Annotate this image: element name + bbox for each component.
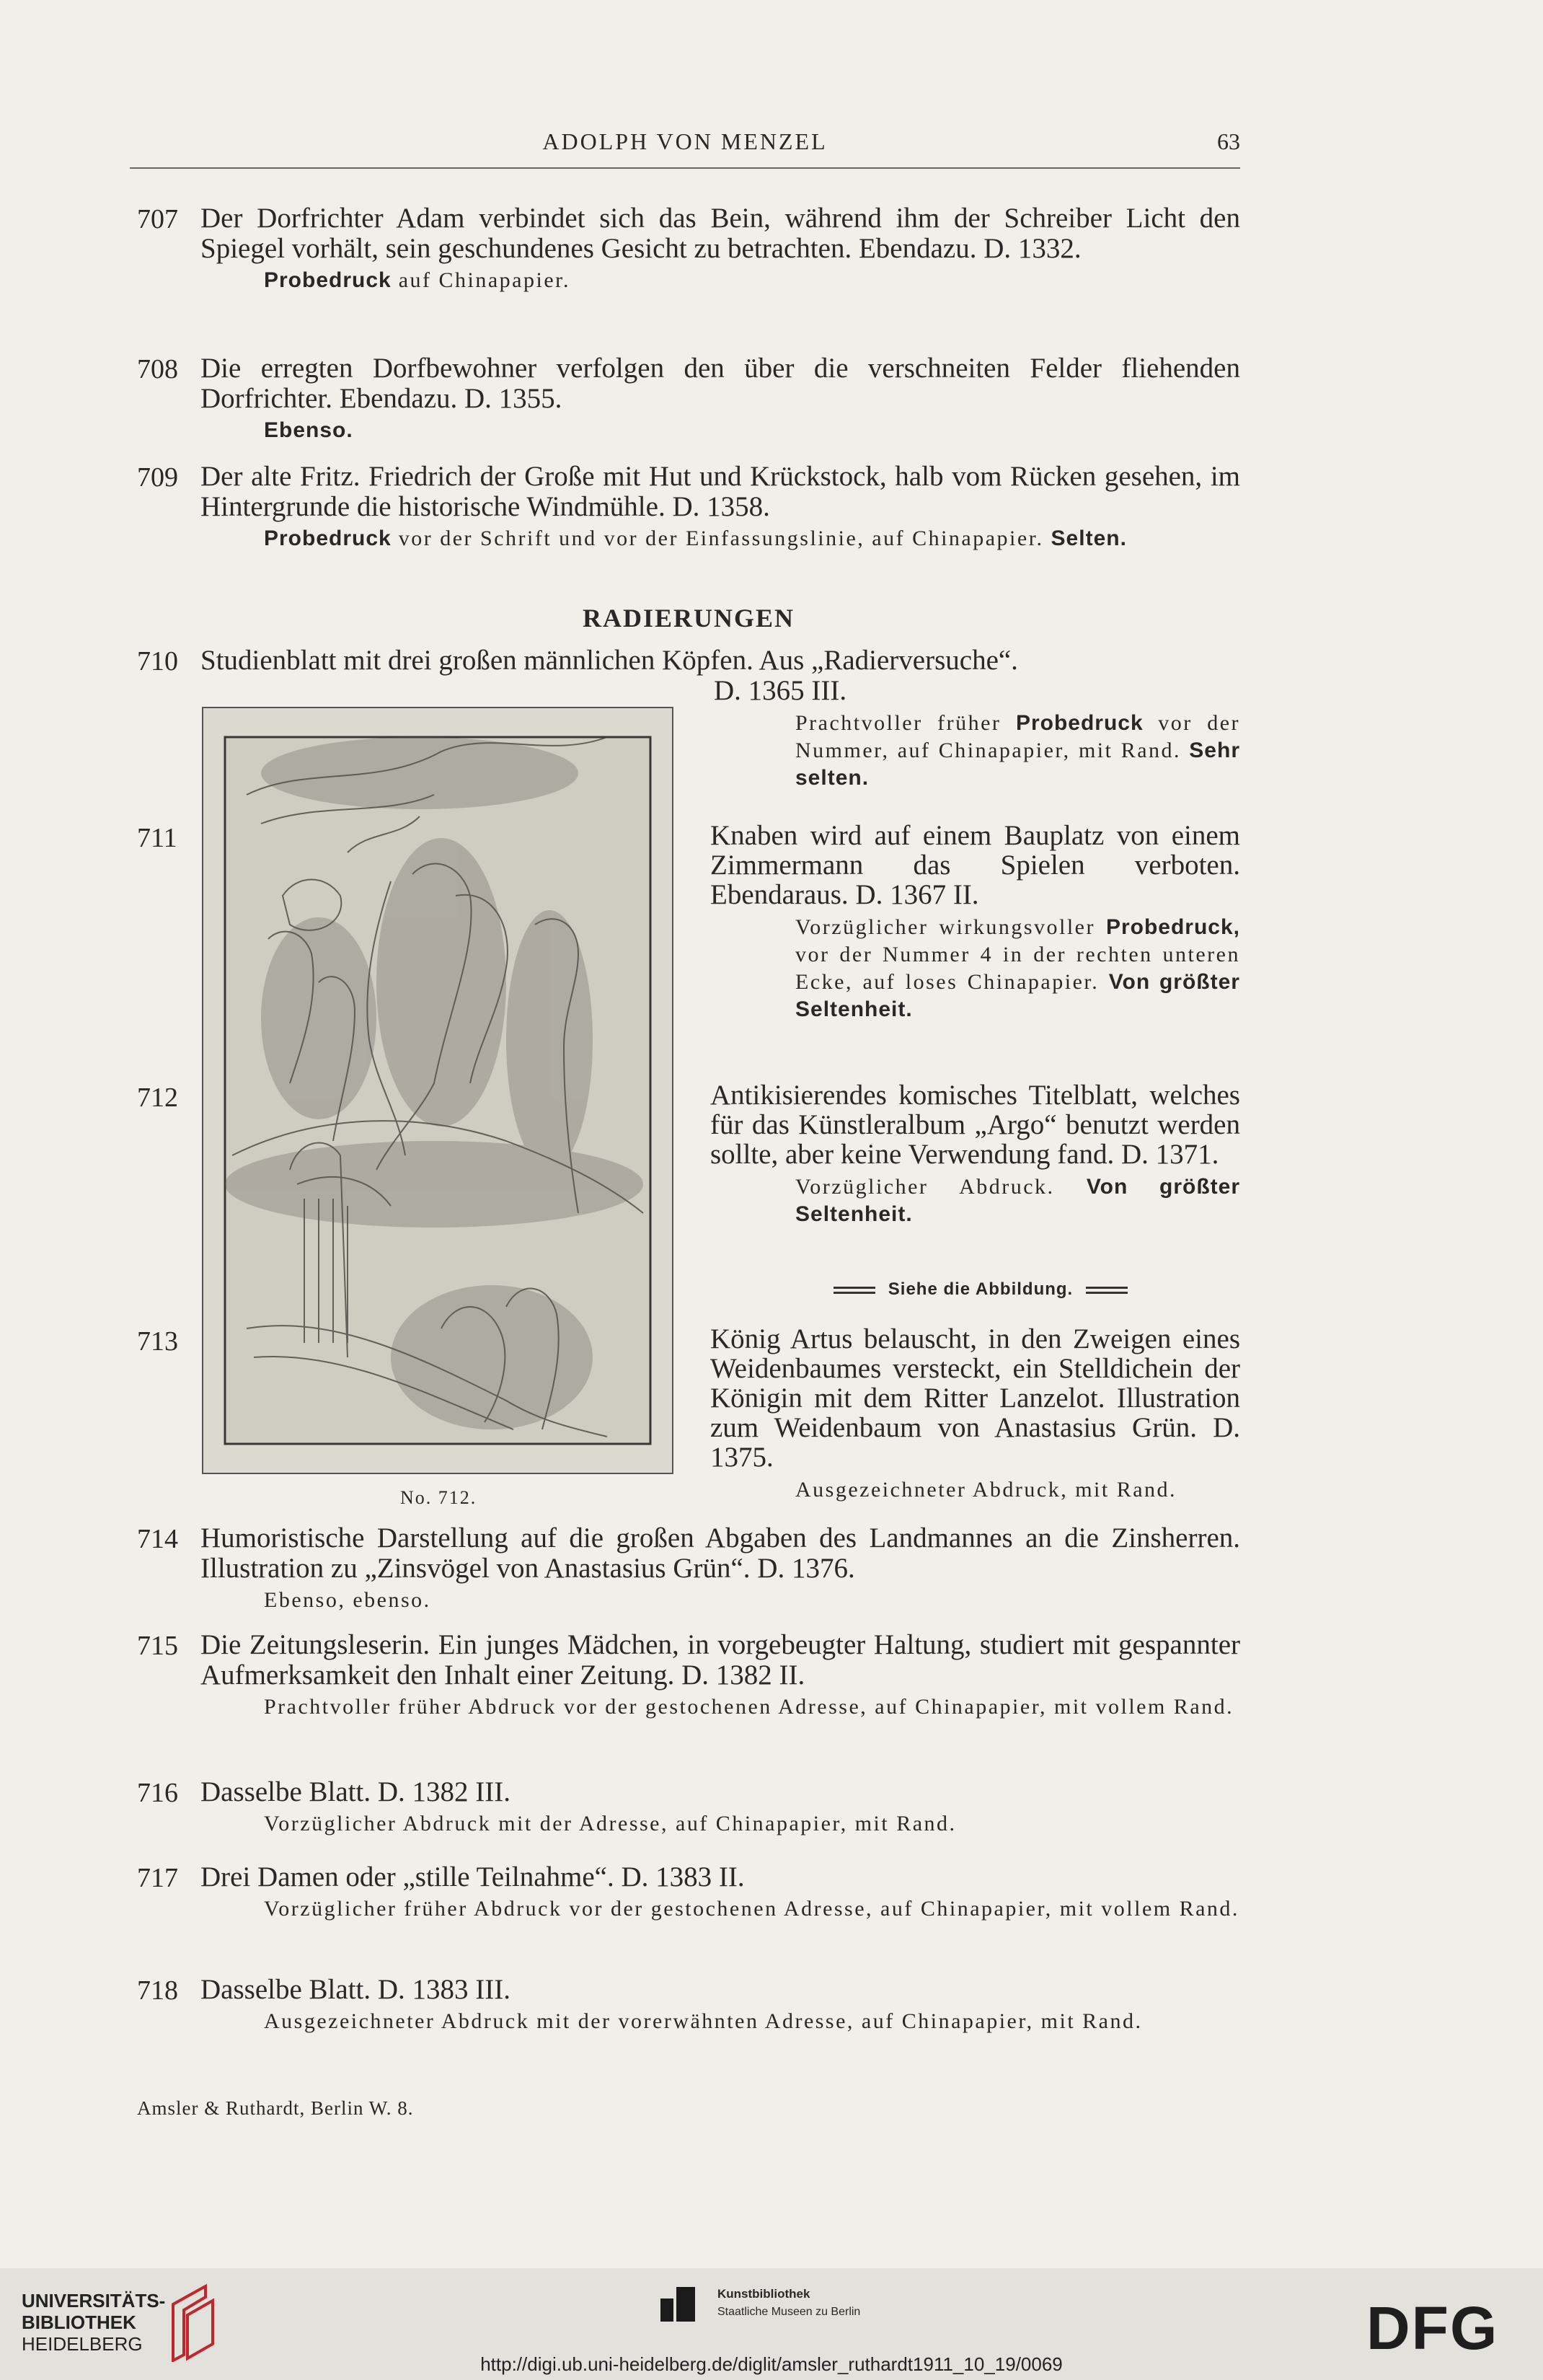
dash-right [1086, 1287, 1128, 1294]
entry-number: 718 [137, 1975, 178, 2006]
entry-text: Knaben wird auf einem Bauplatz von einem Zimmermann das Spielen verboten. Ebendaraus. D. 1367 II. [710, 820, 1240, 910]
entry-708 [137, 353, 1240, 444]
publisher-imprint: Amsler & Ruthardt, Berlin W. 8. [137, 2097, 414, 2119]
entry-text-2: D. 1365 III. [714, 675, 847, 706]
entry-note: Ausgezeichneter Abdruck, mit Rand. [795, 1478, 1177, 1502]
entry-716 [137, 1777, 1240, 1838]
entry-text: Drei Damen oder „stille Teilnahme“. D. 1383 II. [200, 1861, 745, 1892]
kunstbibliothek-icon [656, 2283, 699, 2326]
plate-caption: No. 712. [400, 1487, 477, 1508]
running-header [130, 128, 1240, 157]
see-illustration-label: Siehe die Abbildung. [888, 1279, 1074, 1299]
note-bold: Probedruck [1015, 711, 1144, 735]
note-bold: Probedruck [264, 268, 392, 292]
permalink-url[interactable]: http://digi.ub.uni-heidelberg.de/diglit/amsler_ruthardt1911_10_19/0069 [480, 2353, 1063, 2375]
header-rule [130, 167, 1240, 169]
entry-text: Dasselbe Blatt. D. 1382 III. [200, 1776, 510, 1807]
entry-number: 714 [137, 1524, 178, 1554]
note-rest: vor der Schrift und vor der Einfassungslinie, auf Chinapapier. [391, 526, 1051, 550]
entry-text: Humoristische Darstellung auf die großen Abgaben des Landmannes an die Zinsherren. Illustration zu „Zinsvögel von Anastasius Grün“. D. 1376. [200, 1522, 1240, 1584]
entry-note [795, 914, 1240, 1023]
entry-number: 708 [137, 354, 178, 384]
dash-left [834, 1287, 875, 1294]
note-b: vor der Nummer, auf Chinapapier, mit Rand. [795, 711, 1241, 762]
entry-note [264, 525, 1240, 552]
ub-heidelberg-logo-icon [166, 2283, 216, 2362]
note-bold: Von größter Seltenheit. [795, 1175, 1240, 1226]
entry-note [264, 267, 1240, 294]
entry-number: 709 [137, 462, 178, 493]
see-illustration [793, 1278, 1168, 1300]
etching-illustration [202, 707, 673, 1474]
note-bold: Probedruck [264, 526, 392, 550]
entry-number: 717 [137, 1863, 178, 1893]
note-bold-2: Selten. [1051, 526, 1127, 550]
entry-713 [710, 1324, 1240, 1504]
kunstbibliothek-line-1: Kunstbibliothek [717, 2287, 810, 2301]
note-bold: Ebenso. [264, 418, 353, 442]
ub-heidelberg-logo-text[interactable] [22, 2290, 165, 2355]
note-bold-2: Von größter Seltenheit. [795, 970, 1240, 1021]
ub-line-1: UNIVERSITÄTS- [22, 2290, 166, 2311]
entry-711-number: 711 [137, 823, 177, 853]
entry-number: 707 [137, 204, 178, 234]
entry-717 [137, 1862, 1240, 1923]
entry-711 [710, 821, 1240, 1023]
entry-714 [137, 1523, 1240, 1614]
entry-text: Die erregten Dorfbewohner verfolgen den über die verschneiten Felder fliehenden Dorfrichter. Ebendazu. D. 1355. [200, 353, 1240, 414]
entry-text: Dasselbe Blatt. D. 1383 III. [200, 1974, 510, 2005]
entry-note [795, 1173, 1240, 1228]
entry-note: Ausgezeichneter Abdruck mit der vorerwähnten Adresse, auf Chinapapier, mit Rand. [264, 2009, 1143, 2033]
entry-715 [137, 1630, 1240, 1721]
entry-text: Die Zeitungsleserin. Ein junges Mädchen, in vorgebeugter Haltung, studiert mit gespannter Aufmerksamkeit den Inhalt einer Zeitung. D. 1382 II. [200, 1629, 1240, 1691]
note-bold-2: Sehr selten. [795, 739, 1240, 790]
entry-text: Antikisierendes komisches Titelblatt, welches für das Künstleralbum „Argo“ benutzt werden sollte, aber keine Verwendung fand. D. 1371. [710, 1080, 1240, 1170]
entry-note: Vorzüglicher Abdruck mit der Adresse, auf Chinapapier, mit Rand. [264, 1812, 957, 1835]
entry-712-number: 712 [137, 1083, 178, 1113]
ub-line-3: HEIDELBERG [22, 2333, 143, 2355]
note-rest: auf Chinapapier. [391, 268, 570, 292]
note-a: Prachtvoller früher [795, 711, 1016, 735]
entry-note [264, 417, 1240, 444]
page-number: 63 [1217, 128, 1240, 154]
kunstbibliothek-line-2: Staatliche Museen zu Berlin [717, 2306, 861, 2318]
note-bold: Probedruck, [1105, 915, 1240, 939]
entry-707 [137, 203, 1240, 294]
entry-text: Studienblatt mit drei großen männlichen Köpfen. Aus „Radierversuche“. [200, 645, 1018, 676]
entry-713-number: 713 [137, 1326, 178, 1357]
entry-710-note [710, 705, 1240, 792]
entry-712 [710, 1080, 1240, 1228]
note-b: vor der Nummer 4 in der rechten unteren Ecke, auf loses Chinapapier. [795, 943, 1240, 994]
entry-709 [137, 462, 1240, 552]
entry-note: Vorzüglicher früher Abdruck vor der gestochenen Adresse, auf Chinapapier, mit vollem Rand. [264, 1897, 1239, 1921]
dfg-logo[interactable]: DFG [1366, 2294, 1499, 2362]
ub-line-2: BIBLIOTHEK [22, 2311, 136, 2333]
section-title: RADIERUNGEN [582, 604, 795, 633]
entry-718 [137, 1975, 1240, 2035]
entry-note: Prachtvoller früher Abdruck vor der gestochenen Adresse, auf Chinapapier, mit vollem Rand. [264, 1695, 1234, 1719]
entry-text: König Artus belauscht, in den Zweigen eines Weidenbaumes versteckt, ein Stelldichein der Königin mit dem Ritter Lanzelot. Illustration zum Weidenbaum von Anastasius Grün. D. 1375. [710, 1323, 1240, 1473]
entry-710 [137, 645, 1240, 706]
note-a: Vorzüglicher wirkungsvoller [795, 915, 1106, 939]
entry-number: 710 [137, 646, 178, 676]
note-a: Vorzüglicher Abdruck. [795, 1175, 1087, 1199]
entry-number: 715 [137, 1631, 178, 1661]
entry-number: 716 [137, 1778, 178, 1808]
entry-text: Der Dorfrichter Adam verbindet sich das Bein, während ihm der Schreiber Licht den Spiegel vorhält, sein geschundenes Gesicht zu betrachten. Ebendazu. D. 1332. [200, 203, 1240, 264]
header-title: ADOLPH VON MENZEL [542, 128, 828, 154]
etching-image [203, 708, 672, 1473]
entry-text: Der alte Fritz. Friedrich der Große mit Hut und Krückstock, halb vom Rücken gesehen, im Hintergrunde die historische Windmühle. D. 1358. [200, 461, 1240, 522]
entry-note: Ebenso, ebenso. [264, 1588, 431, 1612]
